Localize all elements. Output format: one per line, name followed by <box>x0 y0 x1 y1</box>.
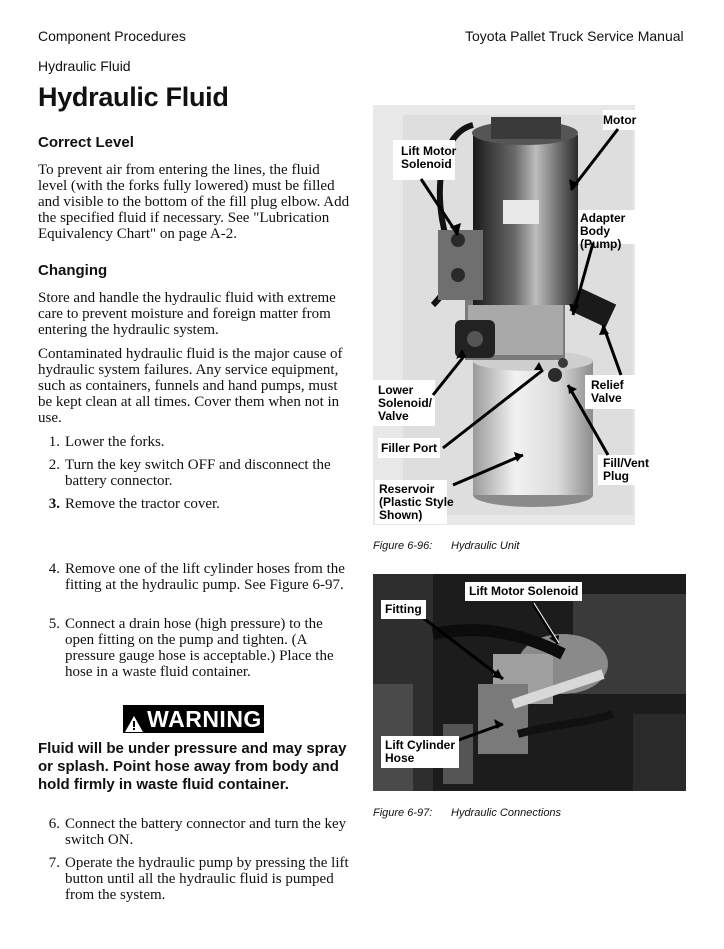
figure-caption-text: Hydraulic Connections <box>451 807 562 819</box>
callout-relief-valve <box>591 379 624 405</box>
step-text: Turn the key switch OFF and disconnect the battery connector. <box>65 457 331 489</box>
step-text: Remove one of the lift cylinder hoses from the fitting at the hydraulic pump. See Figure 6-97. <box>65 561 345 593</box>
callout-line: Solenoid/ <box>378 396 432 410</box>
figure-number: Figure 6-96: <box>373 540 433 552</box>
step-text: Connect the battery connector and turn the key switch ON. <box>65 816 347 848</box>
figure-caption-text: Hydraulic Unit <box>451 540 520 552</box>
callout-lift-motor-solenoid <box>401 145 456 171</box>
figure-hydraulic-unit <box>373 105 650 525</box>
figure-number: Figure 6-97: <box>373 807 433 819</box>
callout-line: Solenoid <box>401 157 452 171</box>
callout-fill-vent-plug <box>603 457 649 483</box>
step-number: 4. <box>48 561 60 577</box>
step-text: Lower the forks. <box>65 434 165 450</box>
callout-line: Lower <box>378 383 414 397</box>
step-number: 6. <box>48 816 60 832</box>
callout-lift-motor-solenoid: Lift Motor Solenoid <box>465 582 582 601</box>
callout-lower-solenoid <box>378 384 432 423</box>
step-text: Connect a drain hose (high pressure) to the open fitting on the pump and tighten. (A pressure gauge hose is acceptable.) Place the hose in a waste fluid container. <box>65 616 334 680</box>
callout-fitting: Fitting <box>381 600 426 619</box>
step-number: 7. <box>48 855 60 871</box>
paragraph-changing-storage: Store and handle the hydraulic fluid with extreme care to prevent moisture and foreign matter from entering the hydraulic system. <box>38 290 336 338</box>
callout-line: Lift Motor <box>401 144 457 158</box>
figure-caption-6-96 <box>373 540 673 552</box>
heading-changing: Changing <box>38 262 108 279</box>
callout-line: Shown) <box>379 508 423 522</box>
callout-line: Valve <box>591 391 622 405</box>
figure-caption-6-97 <box>373 807 673 819</box>
header-section-name: Component Procedures <box>38 28 186 44</box>
callout-line: Adapter Body <box>580 211 626 238</box>
callout-reservoir <box>379 483 454 522</box>
step-number: 2. <box>48 457 60 473</box>
step-number: 5. <box>48 616 60 632</box>
figure-hydraulic-connections <box>373 574 686 791</box>
callout-line: Plug <box>603 469 629 483</box>
callout-line: Valve <box>378 409 409 423</box>
callout-line: (Pump) <box>580 237 622 251</box>
step-number: 3. <box>48 496 60 512</box>
step-text: Operate the hydraulic pump by pressing the lift button until all the hydraulic fluid is pumped from the system. <box>65 855 349 903</box>
callout-line: Hose <box>385 751 415 765</box>
callout-line: Reservoir <box>379 482 435 496</box>
header-manual-title: Toyota Pallet Truck Service Manual <box>465 28 684 44</box>
callout-filler-port: Filler Port <box>381 441 438 455</box>
page-title: Hydraulic Fluid <box>38 82 229 112</box>
step-text: Remove the tractor cover. <box>65 496 220 512</box>
callout-line: Lift Cylinder <box>385 738 456 752</box>
warning-label: WARNING <box>147 705 262 732</box>
callout-line: (Plastic Style <box>379 495 454 509</box>
step-number: 1. <box>48 434 60 450</box>
subsection-name: Hydraulic Fluid <box>38 58 131 74</box>
warning-banner <box>123 705 264 733</box>
callout-adapter-body <box>580 212 635 251</box>
callout-motor: Motor <box>603 113 637 127</box>
callout-lift-cylinder-hose <box>381 736 459 768</box>
callout-line: Relief <box>591 378 624 392</box>
warning-text: Fluid will be under pressure and may spray or splash. Point hose away from body and hold firmly in waste fluid container. <box>38 740 347 793</box>
heading-correct-level: Correct Level <box>38 134 134 151</box>
paragraph-changing-contamination: Contaminated hydraulic fluid is the major cause of hydraulic system failures. Any service equipment, such as containers, funnels and hand pumps, must be kept clean at all times. Cover them when not in use. <box>38 346 343 426</box>
callout-line: Fill/Vent <box>603 456 650 470</box>
paragraph-correct-level: To prevent air from entering the lines, the fluid level (with the forks fully lowered) must be filled and visible to the bottom of the fill plug elbow. Add the specified fluid if necessary. See "Lubrication Equivalency Chart" on page A-2. <box>38 162 350 242</box>
warning-triangle-icon <box>125 711 143 727</box>
